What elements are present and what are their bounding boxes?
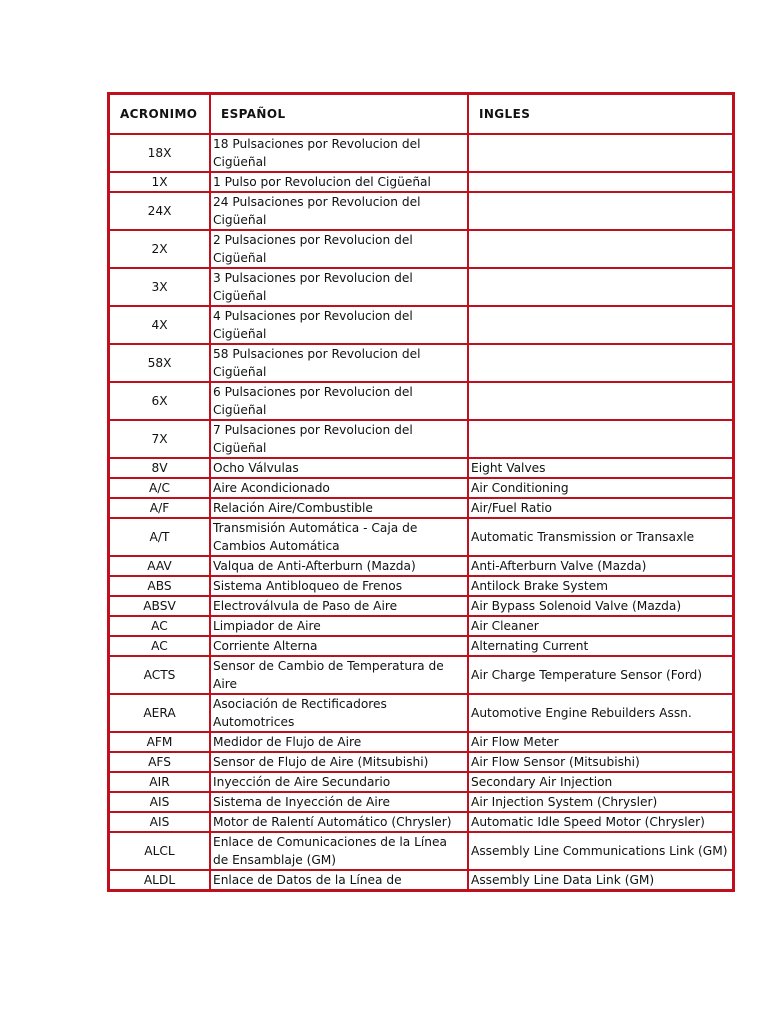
- acronym-cell: 6X: [109, 382, 210, 420]
- acronym-cell: 24X: [109, 192, 210, 230]
- table-header-row: [109, 94, 733, 134]
- english-cell: [468, 382, 733, 420]
- spanish-cell: Valqua de Anti-Afterburn (Mazda): [210, 556, 468, 576]
- spanish-cell: Aire Acondicionado: [210, 478, 468, 498]
- english-cell: Eight Valves: [468, 458, 733, 478]
- acronym-cell: AC: [109, 616, 210, 636]
- english-cell: Air Charge Temperature Sensor (Ford): [468, 656, 733, 694]
- english-cell: Alternating Current: [468, 636, 733, 656]
- spanish-cell: Motor de Ralentí Automático (Chrysler): [210, 812, 468, 832]
- table-row: [109, 478, 733, 498]
- english-cell: Anti-Afterburn Valve (Mazda): [468, 556, 733, 576]
- spanish-cell: 2 Pulsaciones por Revolucion del Cigüeñal: [210, 230, 468, 268]
- spanish-cell: Inyección de Aire Secundario: [210, 772, 468, 792]
- table-row: [109, 134, 733, 172]
- acronym-table: [107, 92, 735, 892]
- spanish-cell: 58 Pulsaciones por Revolucion del Cigüeñal: [210, 344, 468, 382]
- acronym-cell: ALCL: [109, 832, 210, 870]
- acronym-cell: AIS: [109, 812, 210, 832]
- spanish-cell: Medidor de Flujo de Aire: [210, 732, 468, 752]
- spanish-cell: Relación Aire/Combustible: [210, 498, 468, 518]
- acronym-cell: ABS: [109, 576, 210, 596]
- table-row: [109, 268, 733, 306]
- spanish-cell: 1 Pulso por Revolucion del Cigüeñal: [210, 172, 468, 192]
- acronym-cell: 1X: [109, 172, 210, 192]
- english-cell: [468, 268, 733, 306]
- table-row: [109, 636, 733, 656]
- table-row: [109, 344, 733, 382]
- english-cell: [468, 306, 733, 344]
- table-row: [109, 616, 733, 636]
- acronym-cell: 8V: [109, 458, 210, 478]
- english-cell: Automotive Engine Rebuilders Assn.: [468, 694, 733, 732]
- table-row: [109, 694, 733, 732]
- spanish-cell: Enlace de Datos de la Línea de: [210, 870, 468, 890]
- acronym-cell: 18X: [109, 134, 210, 172]
- spanish-cell: 3 Pulsaciones por Revolucion del Cigüeñal: [210, 268, 468, 306]
- acronym-cell: 4X: [109, 306, 210, 344]
- spanish-cell: Sistema de Inyección de Aire: [210, 792, 468, 812]
- header-spanish: ESPAÑOL: [210, 94, 468, 134]
- acronym-cell: ACTS: [109, 656, 210, 694]
- english-cell: [468, 172, 733, 192]
- table-row: [109, 732, 733, 752]
- table-row: [109, 518, 733, 556]
- english-cell: Air Bypass Solenoid Valve (Mazda): [468, 596, 733, 616]
- table-row: [109, 306, 733, 344]
- english-cell: [468, 230, 733, 268]
- table-row: [109, 832, 733, 870]
- spanish-cell: 6 Pulsaciones por Revolucion del Cigüeñal: [210, 382, 468, 420]
- table-row: [109, 772, 733, 792]
- spanish-cell: 24 Pulsaciones por Revolucion del Cigüeñal: [210, 192, 468, 230]
- spanish-cell: Sistema Antibloqueo de Frenos: [210, 576, 468, 596]
- spanish-cell: Sensor de Flujo de Aire (Mitsubishi): [210, 752, 468, 772]
- english-cell: Air Conditioning: [468, 478, 733, 498]
- english-cell: [468, 344, 733, 382]
- acronym-cell: 58X: [109, 344, 210, 382]
- english-cell: Air Flow Sensor (Mitsubishi): [468, 752, 733, 772]
- spanish-cell: Asociación de Rectificadores Automotrices: [210, 694, 468, 732]
- table-row: [109, 870, 733, 890]
- english-cell: Automatic Transmission or Transaxle: [468, 518, 733, 556]
- spanish-cell: Electroválvula de Paso de Aire: [210, 596, 468, 616]
- acronym-cell: AFM: [109, 732, 210, 752]
- table-row: [109, 596, 733, 616]
- english-cell: Antilock Brake System: [468, 576, 733, 596]
- header-english: INGLES: [468, 94, 733, 134]
- table-row: [109, 192, 733, 230]
- english-cell: Air/Fuel Ratio: [468, 498, 733, 518]
- spanish-cell: Transmisión Automática - Caja de Cambios Automática: [210, 518, 468, 556]
- english-cell: [468, 192, 733, 230]
- acronym-cell: A/F: [109, 498, 210, 518]
- acronym-cell: 2X: [109, 230, 210, 268]
- acronym-cell: AIR: [109, 772, 210, 792]
- acronym-cell: A/C: [109, 478, 210, 498]
- english-cell: Air Cleaner: [468, 616, 733, 636]
- english-cell: [468, 134, 733, 172]
- table-row: [109, 420, 733, 458]
- english-cell: Assembly Line Communications Link (GM): [468, 832, 733, 870]
- spanish-cell: 4 Pulsaciones por Revolucion del Cigüeñal: [210, 306, 468, 344]
- english-cell: [468, 420, 733, 458]
- spanish-cell: Enlace de Comunicaciones de la Línea de Ensamblaje (GM): [210, 832, 468, 870]
- table-row: [109, 576, 733, 596]
- table-row: [109, 656, 733, 694]
- english-cell: Secondary Air Injection: [468, 772, 733, 792]
- acronym-cell: AFS: [109, 752, 210, 772]
- table-row: [109, 498, 733, 518]
- table-body: [109, 134, 733, 890]
- acronym-cell: 3X: [109, 268, 210, 306]
- spanish-cell: Limpiador de Aire: [210, 616, 468, 636]
- table-row: [109, 792, 733, 812]
- spanish-cell: Ocho Válvulas: [210, 458, 468, 478]
- english-cell: Air Injection System (Chrysler): [468, 792, 733, 812]
- spanish-cell: 7 Pulsaciones por Revolucion del Cigüeñal: [210, 420, 468, 458]
- acronym-cell: AC: [109, 636, 210, 656]
- header-acronym: ACRONIMO: [109, 94, 210, 134]
- table-row: [109, 458, 733, 478]
- spanish-cell: 18 Pulsaciones por Revolucion del Cigüeñal: [210, 134, 468, 172]
- table-row: [109, 172, 733, 192]
- acronym-cell: AERA: [109, 694, 210, 732]
- english-cell: Automatic Idle Speed Motor (Chrysler): [468, 812, 733, 832]
- acronym-cell: 7X: [109, 420, 210, 458]
- english-cell: Air Flow Meter: [468, 732, 733, 752]
- spanish-cell: Sensor de Cambio de Temperatura de Aire: [210, 656, 468, 694]
- acronym-cell: AAV: [109, 556, 210, 576]
- table-row: [109, 752, 733, 772]
- spanish-cell: Corriente Alterna: [210, 636, 468, 656]
- acronym-cell: ABSV: [109, 596, 210, 616]
- table-row: [109, 382, 733, 420]
- table-row: [109, 556, 733, 576]
- acronym-cell: ALDL: [109, 870, 210, 890]
- acronym-cell: AIS: [109, 792, 210, 812]
- english-cell: Assembly Line Data Link (GM): [468, 870, 733, 890]
- table-row: [109, 230, 733, 268]
- acronym-cell: A/T: [109, 518, 210, 556]
- table-row: [109, 812, 733, 832]
